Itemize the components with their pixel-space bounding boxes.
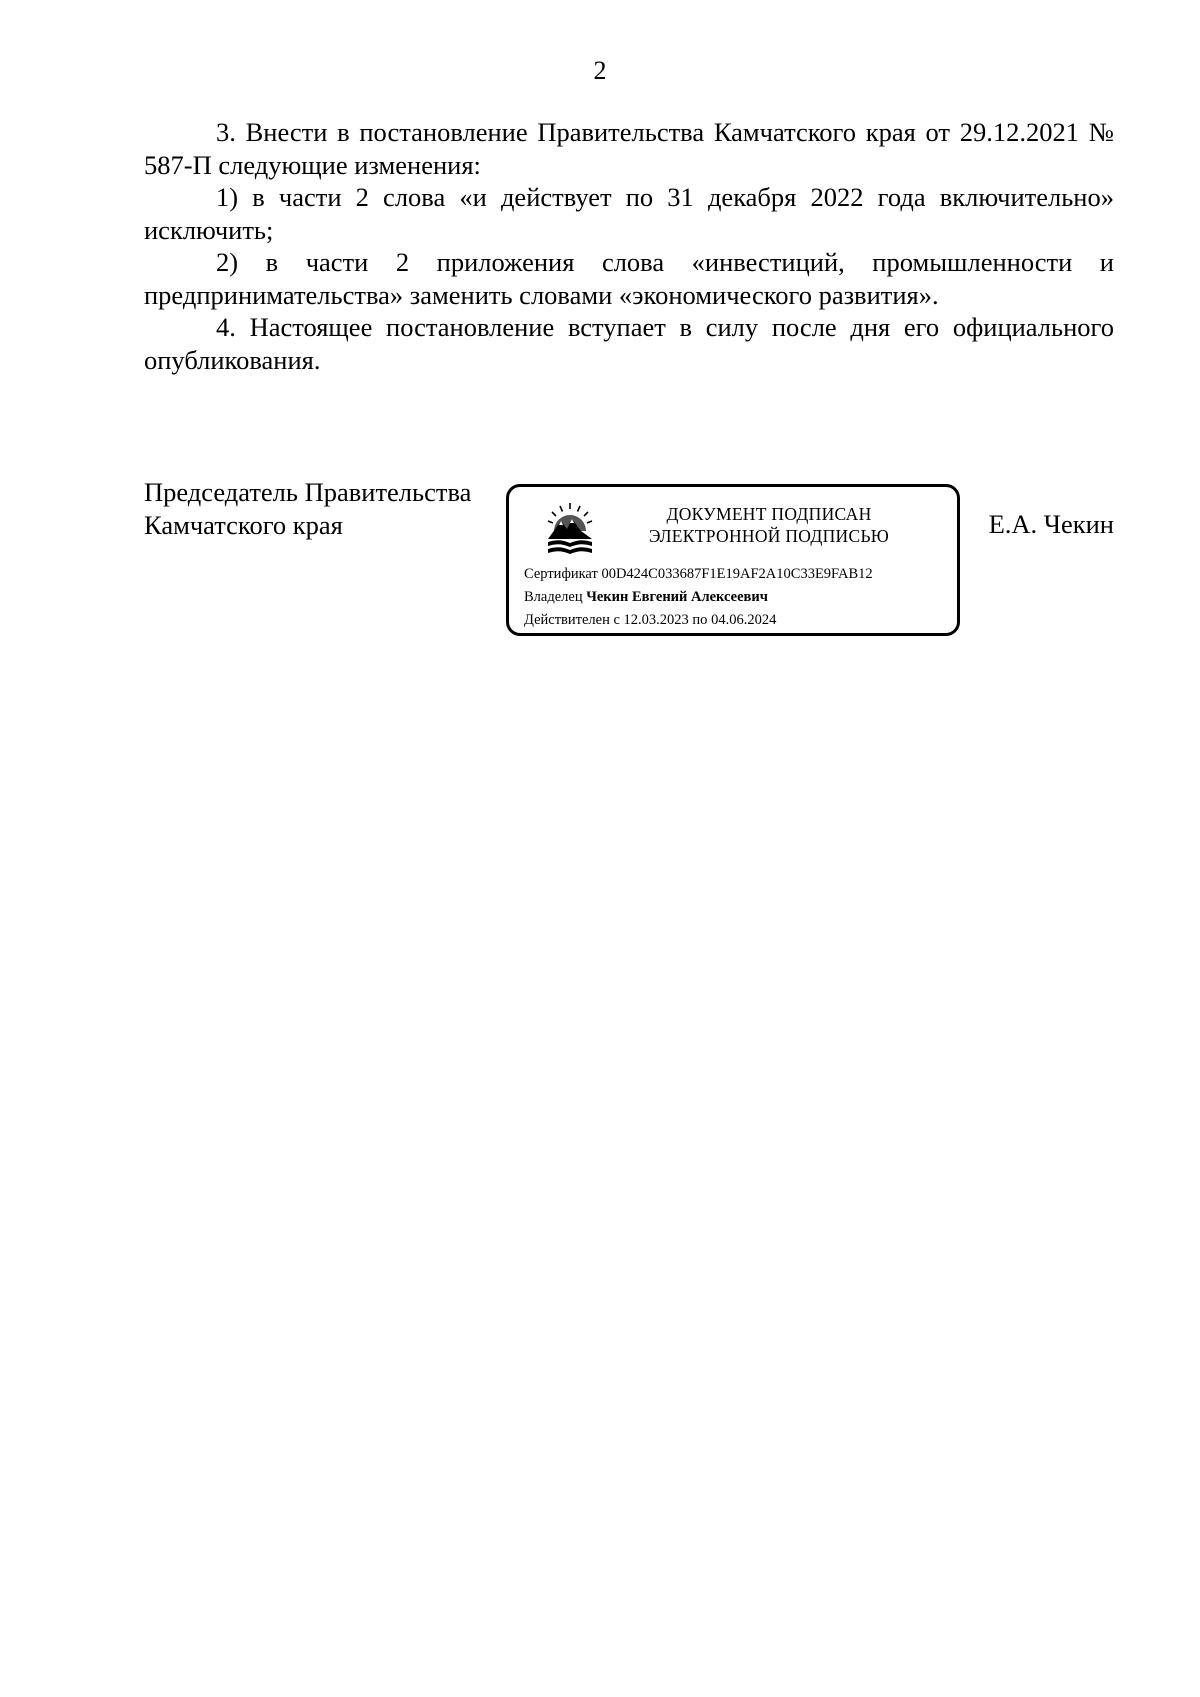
valid-to-label: по — [692, 612, 708, 628]
stamp-header-line-1: ДОКУМЕНТ ПОДПИСАН — [666, 504, 872, 524]
electronic-signature-stamp — [506, 484, 960, 636]
signer-title — [144, 476, 504, 541]
certificate-value: 00D424C033687F1E19AF2A10C33E9FAB12 — [601, 566, 873, 582]
paragraph-subitem-1: 1) в части 2 слова «и действует по 31 декабря 2022 года включительно» исключить; — [144, 182, 1114, 245]
certificate-label: Сертификат — [524, 566, 598, 582]
kamchatka-emblem-icon — [545, 501, 595, 559]
valid-from-label: Действителен с — [524, 612, 620, 628]
signer-title-line-1: Председатель Правительства — [144, 477, 472, 507]
stamp-certificate-line — [524, 563, 873, 586]
signer-name: Е.А. Чекин — [988, 509, 1114, 539]
stamp-header-line-2: ЭЛЕКТРОННОЙ ПОДПИСЬЮ — [648, 526, 890, 546]
signature-block — [144, 476, 1114, 646]
valid-from-date: 12.03.2023 — [623, 612, 689, 628]
stamp-owner-line — [524, 586, 873, 609]
paragraph-subitem-2: 2) в части 2 приложения слова «инвестиций, промышленности и предпринимательства» заменить словами «экономического развития». — [144, 247, 1114, 310]
paragraph-item-3: 3. Внести в постановление Правительства Камчатского края от 29.12.2021 № 587-П следующие изменения: — [144, 117, 1114, 180]
page-number: 2 — [593, 56, 607, 85]
owner-value: Чекин Евгений Алексеевич — [586, 589, 768, 605]
stamp-details — [524, 563, 873, 632]
signer-title-line-2: Камчатского края — [144, 509, 343, 540]
stamp-validity-line — [524, 609, 873, 632]
owner-label: Владелец — [524, 589, 583, 605]
paragraph-item-4: 4. Настоящее постановление вступает в силу после дня его официального опубликования. — [144, 312, 1114, 375]
valid-to-date: 04.06.2024 — [711, 612, 777, 628]
stamp-header — [609, 503, 929, 547]
document-body — [144, 116, 1114, 376]
